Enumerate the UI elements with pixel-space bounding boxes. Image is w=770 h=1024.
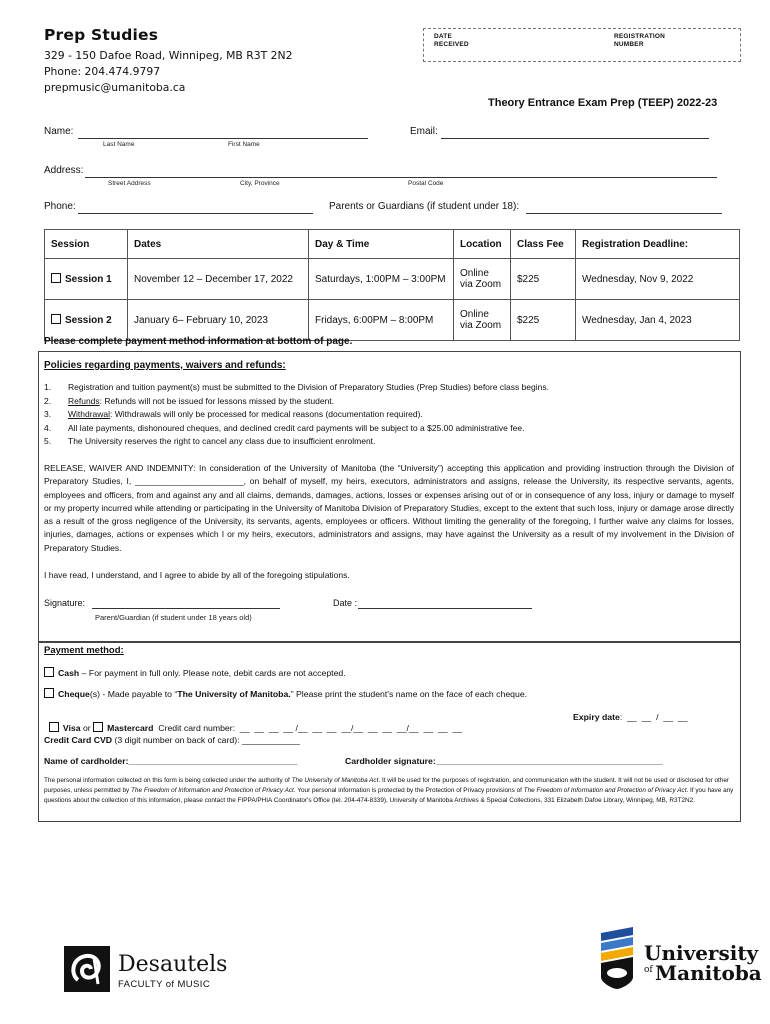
expiry-field[interactable]: : __ __ / __ __	[619, 712, 688, 722]
cheque-text: (s) - Made payable to “	[89, 689, 178, 699]
policy-text: : Refunds will not be issued for lessons missed by the student.	[99, 395, 335, 406]
list-item	[44, 381, 734, 395]
release-waiver-text: RELEASE, WAIVER AND INDEMNITY: In consideration of the University of Manitoba (the “University”) accepting this application and providing instruction through the Division of Preparatory Studies, I, _______________________, on behalf of myself, my heirs, executors, administrators and assigns, release the University, its respective servants, agents, employees and officers, from and against any and all claims, demands, damages, actions, losses or expenses arising out of or in consequence of any loss, injury or damage to myself or my property incurred while attending or participating in the University of Manitoba Division of Preparatory Studies, except to the extent that such loss, injury or damage arose directly as a result of the gross negligence of the University, its servants, agents, employees or officers. Without limiting the generality of the foregoing, I further waive any claims for losses, injuries, damages, actions or expenses which I or my heirs, executors, administrators and assigns, may have against the University as a result of my involvement in the Division of Preparatory Studies.	[44, 463, 734, 553]
cardholder-signature-line	[345, 756, 663, 766]
session-1-checkbox[interactable]	[51, 273, 61, 283]
umanitoba-line2: Manitoba	[655, 961, 762, 985]
fine-print-text: . If you have any questions about the collection of this information, please contact the FIPPA/PHIA Coordinator's Office (tel. 204-474-8339), University of Manitoba Archives & Special Collections, 331 Elizabeth Dafoe Library, Winnipeg, MB, R3T2N2.	[44, 787, 734, 805]
visa-checkbox[interactable]	[49, 722, 59, 732]
cardholder-signature-field[interactable]: _______________________________________________	[435, 756, 663, 766]
mastercard-checkbox[interactable]	[93, 722, 103, 732]
table-row	[45, 300, 740, 341]
payment-note: Please complete payment method information at bottom of page.	[44, 336, 353, 347]
or-text: or	[80, 723, 94, 733]
signature-sublabel: Parent/Guardian (if student under 18 years old)	[95, 613, 252, 622]
city-sublabel: City, Province	[240, 180, 280, 187]
cheque-label: Cheque	[58, 689, 90, 699]
policy-lead: Withdrawal	[68, 409, 111, 419]
email-label: Email:	[410, 126, 438, 137]
col-dates: Dates	[128, 230, 309, 259]
date-received-label: DATE RECEIVED	[434, 33, 469, 48]
form-title: Theory Entrance Exam Prep (TEEP) 2022-23	[488, 97, 718, 109]
policy-number: 5.	[44, 436, 52, 446]
col-day-time: Day & Time	[309, 230, 454, 259]
policy-number: 1.	[44, 382, 52, 392]
col-fee: Class Fee	[511, 230, 576, 259]
org-name: Prep Studies	[44, 26, 159, 44]
session-2-day-time: Fridays, 6:00PM – 8:00PM	[309, 300, 454, 341]
policy-number: 2.	[44, 395, 52, 406]
cardholder-name-field[interactable]: ___________________________________	[128, 756, 298, 766]
policies-list	[44, 381, 734, 449]
cheque-option[interactable]	[44, 688, 527, 699]
expiry-group	[573, 712, 687, 722]
list-item	[44, 408, 734, 422]
policy-text: All late payments, dishonoured cheques, and declined credit card payments will be subject to a $25.00 administrative fee.	[68, 422, 525, 433]
org-email: prepmusic@umanitoba.ca	[44, 81, 186, 94]
expiry-label: Expiry date	[573, 712, 620, 722]
col-session: Session	[45, 230, 128, 259]
session-2-location: Online via Zoom	[454, 300, 511, 341]
org-phone: Phone: 204.474.9797	[44, 65, 161, 78]
first-name-sublabel: First Name	[228, 141, 260, 148]
col-deadline: Registration Deadline:	[576, 230, 740, 259]
privacy-fine-print	[44, 776, 736, 807]
mastercard-label: Mastercard	[107, 723, 154, 733]
org-address: 329 - 150 Dafoe Road, Winnipeg, MB R3T 2N2	[44, 49, 293, 62]
agreement-text: I have read, I understand, and I agree to abide by all of the foregoing stipulations.	[44, 570, 350, 580]
table-row	[45, 259, 740, 300]
name-label: Name:	[44, 126, 74, 137]
fine-print-text: The personal information collected on this form is being collected under the authority of	[44, 777, 292, 784]
date-label: Date :	[333, 598, 358, 608]
session-1-location: Online via Zoom	[454, 259, 511, 300]
email-field[interactable]	[441, 126, 709, 139]
session-2-dates: January 6– February 10, 2023	[128, 300, 309, 341]
col-location: Location	[454, 230, 511, 259]
cardholder-signature-label: Cardholder signature:	[345, 756, 436, 766]
cvd-label: Credit Card CVD	[44, 735, 113, 745]
cvd-line	[44, 735, 300, 745]
session-2-checkbox[interactable]	[51, 314, 61, 324]
card-number-label: Credit card number:	[158, 723, 236, 733]
fine-print-text: . Your personal information is protected by the Protection of Privacy provisions of	[293, 787, 524, 795]
policy-text: Registration and tuition payment(s) must be submitted to the Division of Preparatory Studies (Prep Studies) before class begins.	[68, 382, 549, 392]
card-number-field[interactable]: __ __ __ __ /__ __ __ __/__ __ __ __/__ __ __ __	[239, 723, 463, 733]
cheque-checkbox[interactable]	[44, 688, 54, 698]
guardian-field[interactable]	[526, 201, 722, 214]
fine-print-text: . It will be used for the purposes of registration, and communication with the student. It will not be used or disclosed for other purposes, unless permitted by	[44, 777, 730, 795]
date-field[interactable]	[358, 597, 532, 609]
umanitoba-line1: University	[644, 941, 759, 965]
policy-text: The University reserves the right to cancel any class due to insufficient enrolment.	[68, 436, 376, 446]
street-sublabel: Street Address	[108, 180, 151, 187]
policy-number: 4.	[44, 422, 52, 433]
cheque-payee: The University of Manitoba.	[177, 689, 291, 699]
cash-label: Cash	[58, 668, 80, 678]
session-2-fee: $225	[511, 300, 576, 341]
list-item	[44, 435, 734, 449]
registration-number-label: REGISTRATION NUMBER	[614, 33, 666, 48]
address-field[interactable]	[85, 165, 717, 178]
card-option	[44, 712, 462, 733]
session-2-deadline: Wednesday, Jan 4, 2023	[576, 300, 740, 341]
cash-text: – For payment in full only. Please note, debit cards are not accepted.	[79, 668, 346, 678]
session-1-day-time: Saturdays, 1:00PM – 3:00PM	[309, 259, 454, 300]
office-use-box	[423, 28, 741, 62]
table-header-row	[45, 230, 740, 259]
session-1-fee: $225	[511, 259, 576, 300]
list-item	[44, 395, 734, 409]
list-item	[44, 422, 734, 436]
signature-label: Signature:	[44, 598, 86, 608]
sessions-table	[44, 229, 740, 341]
visa-label: Visa	[62, 723, 81, 733]
guardian-label: Parents or Guardians (if student under 18):	[329, 201, 520, 212]
desautels-name: Desautels	[118, 952, 228, 977]
session-1-cell[interactable]	[45, 259, 128, 300]
phone-field[interactable]	[78, 201, 313, 214]
act-name: The Freedom of Information and Protection of Privacy Act	[131, 787, 294, 795]
last-name-sublabel: Last Name	[103, 141, 135, 148]
session-2-cell[interactable]	[45, 300, 128, 341]
policy-lead: Refunds	[68, 395, 100, 406]
act-name: The University of Manitoba Act	[291, 777, 379, 784]
policies-heading: Policies regarding payments, waivers and refunds:	[44, 360, 286, 371]
signature-field[interactable]	[92, 597, 280, 609]
session-1-label: Session 1	[65, 274, 112, 285]
cvd-field[interactable]: (3 digit number on back of card): ____________	[112, 735, 300, 745]
cash-checkbox[interactable]	[44, 667, 54, 677]
cheque-text-2: ” Please print the student's name on the face of each cheque.	[290, 689, 528, 699]
umanitoba-crest-icon	[597, 927, 637, 989]
desautels-sub: FACULTY of MUSIC	[118, 979, 211, 990]
payment-heading: Payment method:	[44, 645, 124, 656]
session-1-deadline: Wednesday, Nov 9, 2022	[576, 259, 740, 300]
phone-label: Phone:	[44, 201, 76, 212]
session-1-dates: November 12 – December 17, 2022	[128, 259, 309, 300]
address-label: Address:	[44, 165, 84, 176]
postal-sublabel: Postal Code	[408, 180, 444, 187]
act-name: The Freedom of Information and Protection of Privacy Act	[523, 787, 687, 795]
cardholder-name-label: Name of cardholder:	[44, 756, 129, 766]
cash-option[interactable]	[44, 667, 346, 678]
session-2-label: Session 2	[65, 315, 112, 326]
name-field[interactable]	[78, 126, 368, 139]
policy-text: : Withdrawals will only be processed for medical reasons (documentation required).	[110, 409, 423, 419]
policy-number: 3.	[44, 409, 52, 419]
desautels-emblem-icon	[64, 946, 110, 992]
cardholder-line	[44, 756, 298, 766]
umanitoba-of: of	[644, 965, 653, 975]
